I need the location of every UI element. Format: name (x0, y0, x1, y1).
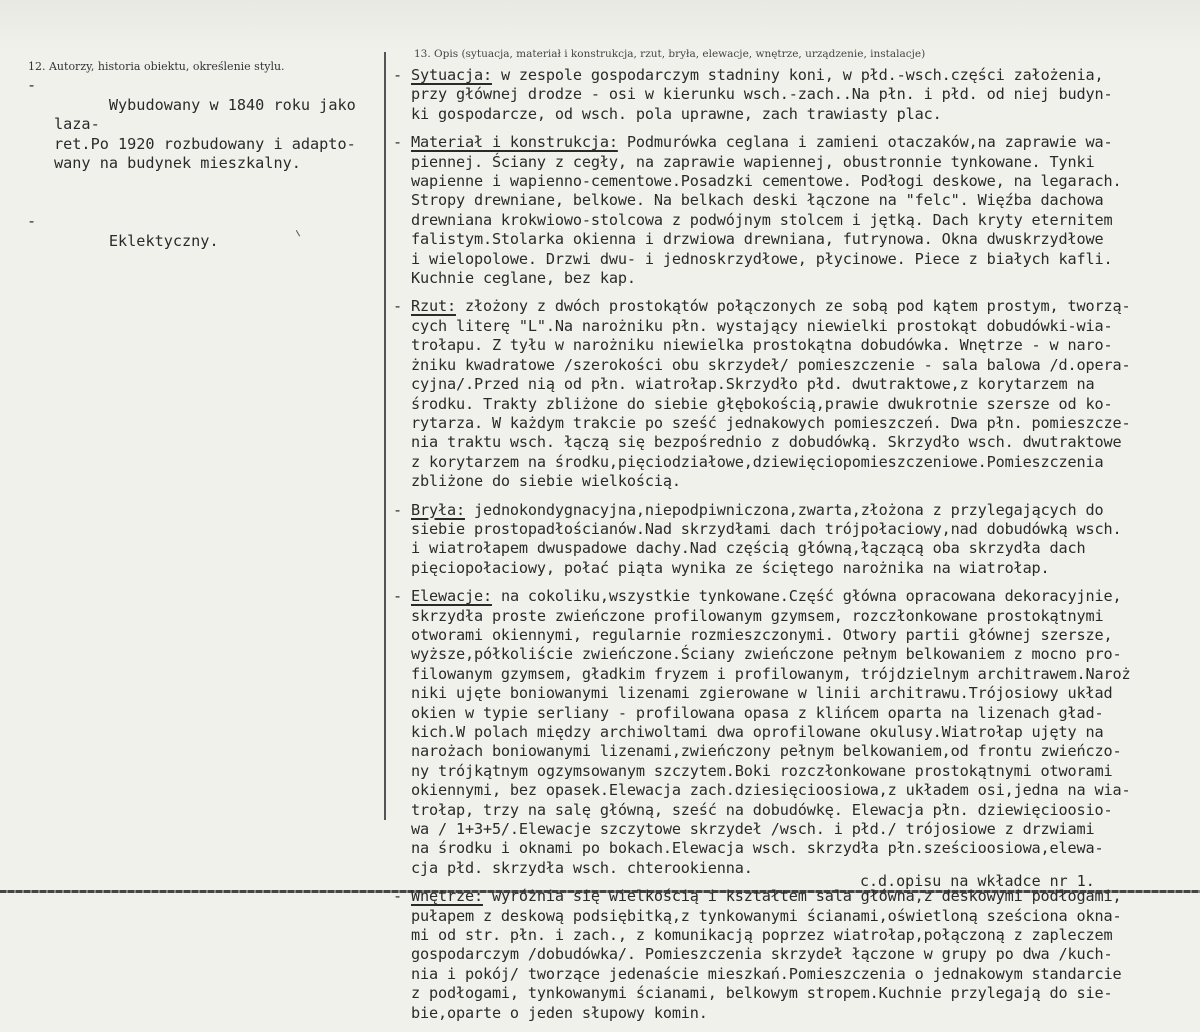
paragraph-mass (393, 501, 1198, 579)
paragraph-text: złożony z dwóch prostokątów połączonych ze sobą pod kątem prostym, tworzą- cych literę "L".Na narożniku płn. wystający niewielki prostokąt dobudówki-wia- trołapu. Z tyłu w narożniku niewielka prostokątna dobudówka. Wnętrze - w naro- żniku kwadratowe /szerokości obu skrzydeł/ pomieszczenie - sala balowa /d.opera- cyjna/.Przed nią od płn. wiatrołap.Skrzydło płd. dwutraktowe,z korytarzem na środku. Trakty zbliżone do siebie głębokością,prawie dwukrotnie szersze od ko- rytarza. W każdym trakcie po sześć jednakowych pomieszczeń. Dwa płn. pomieszcze- nia traktu wsch. łączą się bezpośrednio z dobudówką. Skrzydło wsch. dwutraktowe z korytarzem na środku,pięciodziałowe,dziewięciopomieszczeniowe.Pomieszczenia zbliżone do siebie wielkością. (411, 297, 1131, 491)
history-text: Wybudowany w 1840 roku jako laza- ret.Po 1920 rozbudowany i adapto- wany na budynek mieszkalny. (54, 95, 356, 172)
paragraph-title: Materiał i konstrukcja: (411, 133, 618, 152)
paragraph-dash: - (393, 66, 402, 84)
top-margin (0, 0, 1200, 52)
paragraph-text: wyróżnia się wielkością i kształtem sala główna,z deskowymi podłogami, pułapem z deskową podsiębitką,z tynkowanymi ścianami,oświetloną sześciona okna- mi od str. płn. i zach., z komunikacją poprzez wiatrołap,połączoną z zapleczem gospodarczym /dobudówka/. Pomieszczenia skrzydeł łączone w grupy po dwa /kuch- nia i pokój/ tworzące jedenaście mieszkań.Pomieszczenia o jednakowym standarcie z podłogami, tynkowanymi ścianami, belkowym stropem.Kuchnie przylegają do sie- bie,oparte o jeden słupowy komin. (411, 887, 1122, 1022)
style-item (27, 212, 377, 271)
paragraph-elevations (393, 587, 1198, 878)
item-dash: - (27, 212, 37, 230)
paragraph-material (393, 133, 1198, 288)
section-13-heading: 13. Opis (sytuacja, materiał i konstrukcja, rzut, bryła, elewacje, wnętrze, urządzenie, instalacje) (414, 48, 926, 60)
paragraph-title: Sytuacja: (411, 66, 492, 84)
paragraph-title: Wnętrze: (411, 887, 483, 906)
paragraph-title: Elewacje: (411, 587, 492, 606)
paragraph-text: Podmurówka ceglana i zamieni otaczaków,na zaprawie wa- piennej. Ściany z cegły, na zaprawie wapiennej, obustronnie tynkowane. Tynki wapienne i wapienno-cementowe.Posadzki cementowe. Podłogi deskowe, na legarach. Stropy drewniane, belkowe. Na belkach deski łączone na "felc". Więźba dachowa drewniana krokwiowo-stolcowa z podwójnym stolcem i jętką. Dach kryty eternitem falistym.Stolarka okienna i drzwiowa drewniana, futrynowa. Okna dwuskrzydłowe i wielopolowe. Drzwi dwu- i jednoskrzydłowe, płycinowe. Piece z białych kafli. Kuchnie ceglane, bez kap. (411, 133, 1122, 288)
section-12-heading: 12. Autorzy, historia obiektu, określenie stylu. (28, 60, 285, 73)
paragraph-situation (393, 66, 1198, 124)
paragraph-plan (393, 297, 1198, 491)
style-text: Eklektyczny. (108, 231, 219, 250)
continuation-note: c.d.opisu na wkładce nr 1. (860, 872, 1095, 890)
paragraph-text: na cokoliku,wszystkie tynkowane.Część główna opracowana dekoracyjnie, skrzydła proste zwieńczone profilowanym gzymsem, rozczłonkowane prostokątnymi otworami okiennymi, regularnie rozmieszczonymi. Otwory partii głównej szersze, wyższe,półkoliście zwieńczone.Ściany zwieńczone pełnym belkowaniem z mocno pro- filowanym gzymsem, gładkim fryzem i profilowanym, trójdzielnym architrawem.Naroż niki ujęte boniowanymi lizenami zgierowane w linii architrawu.Trójosiowy układ okien w typie serliany - profilowana opasa z klińcem oparta na lizenach gład- kich.W polach między archiwoltami dwa oprofilowane okulusy.Wiatrołap ujęty na narożach boniowanymi lizenami,zwieńczony pełnym belkowaniem,od frontu zwieńczo- ny trójkątnym ogzymsowanym szczytem.Boki rozczłonkowane prostokątnymi otworami okiennymi, bez opasek.Elewacja zach.dziesięcioosiowa,z układem osi,jedna na wia- trołap, trzy na salę główną, sześć na dobudówkę. Elewacja płn. dziewięcioosio- wa / 1+3+5/.Elewacje szczytowe skrzydeł /wsch. i płd./ trójosiowe z drzwiami na środku i oknami po bokach.Elewacja wsch. skrzydła płn.sześcioosiowa,elewa- cja płd. skrzydła wsch. chterookienna. (411, 587, 1131, 877)
paragraph-interior (393, 887, 1198, 1023)
paragraph-dash: - (393, 887, 402, 906)
paragraph-text: w zespole gospodarczym stadniny koni, w płd.-wsch.części założenia, przy głównej drodze - osi w kierunku wsch.-zach..Na płn. i płd. od niej budyn- ki gospodarcze, od wsch. pola uprawne, zach trawiasty plac. (411, 66, 1113, 123)
paragraph-dash: - (393, 297, 402, 316)
paragraph-text: jednokondygnacyjna,niepodpiwniczona,zwarta,złożona z przylegających do siebie prostopadłościanów.Nad skrzydłami dach trójpołaciowy,nad dobudówką wsch. i wiatrołapem dwuspadowe dachy.Nad częścią główną,łączącą oba skrzydła dach pięciopołaciowy, połać piąta wynika ze ściętego narożnika na wiatrołap. (411, 500, 1122, 577)
paragraph-dash: - (393, 133, 402, 152)
item-dash: - (27, 76, 37, 94)
section-12-body (27, 76, 377, 290)
paragraph-dash: - (393, 500, 402, 519)
column-divider (384, 52, 386, 820)
paragraph-title: Bryła: (411, 500, 465, 519)
paragraph-title: Rzut: (411, 297, 456, 316)
history-item (27, 76, 377, 193)
paragraph-dash: - (393, 587, 402, 606)
